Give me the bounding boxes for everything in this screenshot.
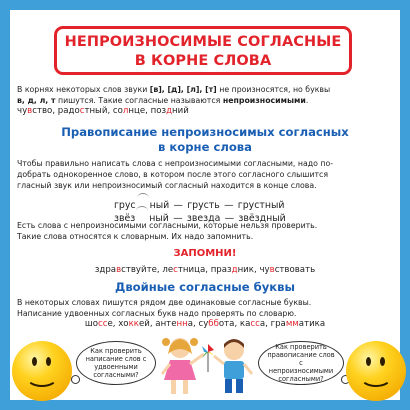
example-word: солнце: [112, 106, 146, 116]
bubble-tail-dot: [71, 375, 80, 384]
answer-word: грустный: [237, 200, 285, 211]
intro-text-d: .: [305, 96, 309, 105]
gap-arc-icon: [137, 193, 149, 203]
left-question-bubble: [76, 341, 156, 385]
double-word: суббота: [198, 319, 235, 329]
left-smiley-icon: [12, 341, 72, 401]
double-word: грамматика: [270, 319, 326, 329]
double-word: хоккей: [118, 319, 150, 329]
intro-paragraph: [17, 84, 387, 106]
double-line-2: Написание удвоенных согласных букв надо проверять по словарю.: [17, 309, 297, 318]
gap-arc-icon: [136, 206, 148, 216]
vocab-line-2: Такие слова относятся к словарным. Их надо запомнить.: [17, 232, 254, 241]
section-heading-spelling: [0, 125, 410, 155]
intro-text-c: пишутся. Такие согласные называются: [55, 96, 223, 105]
remember-word: чувствовать: [259, 265, 316, 275]
section1-heading-line2: в корне слова: [158, 140, 252, 154]
answer-word: звёздный: [238, 213, 286, 224]
title-line-2: В КОРНЕ СЛОВА: [134, 53, 272, 69]
remember-word: праздник: [210, 265, 254, 275]
remember-words: здравствуйте, лестница, праздник, чувствовать: [94, 265, 316, 275]
check-word: звезда: [186, 213, 221, 224]
example-gap-word: звёз ный: [114, 206, 169, 224]
vocabulary-paragraph: [17, 220, 392, 242]
double-word: антенна: [155, 319, 194, 329]
remember-word: здравствуйте: [94, 265, 157, 275]
remember-label: ЗАПОМНИ!: [173, 248, 237, 259]
dash: —: [224, 213, 235, 224]
section1-heading-line1: Правописание непроизносимых согласных: [61, 125, 349, 139]
rule-paragraph: [17, 158, 392, 191]
intro-text-a: В корнях некоторых слов звуки: [17, 85, 150, 94]
rule-line-1: Чтобы правильно написать слова с непроизносимыми согласными, надо по-: [17, 159, 334, 168]
intro-letters: в, д, л, т: [17, 96, 56, 105]
double-line-1: В некоторых словах пишутся рядом две одинаковые согласные буквы.: [17, 298, 312, 307]
remember-word: лестница: [162, 265, 206, 275]
intro-text-b: не произносятся, но буквы: [216, 85, 331, 94]
rule-line-3: гласный звук или непроизносимый согласный находится в конце слова.: [17, 181, 317, 190]
intro-sounds: [в], [д], [л], [т]: [149, 85, 217, 94]
intro-examples: чувство, радостный, солнце, поздний: [17, 106, 189, 116]
dash: —: [224, 200, 234, 211]
double-word: шоссе: [84, 319, 113, 329]
title-line-1: НЕПРОИЗНОСИМЫЕ СОГЛАСНЫЕ: [64, 34, 342, 50]
double-word: касса: [239, 319, 266, 329]
right-smiley-icon: [346, 341, 406, 401]
double-words: шоссе, хоккей, антенна, суббота, касса, грамматика: [84, 319, 326, 329]
dash: —: [173, 213, 183, 224]
intro-term: непроизносимыми: [222, 96, 306, 105]
vocab-line-1: Есть слова с непроизносимыми согласными, которые нельзя проверить.: [17, 221, 318, 230]
rule-line-2: добрать однокоренное слово, в котором после этого согласного слышится: [17, 170, 329, 179]
dash: —: [173, 200, 183, 211]
children-illustration: [152, 330, 262, 400]
right-question-bubble: [258, 341, 344, 385]
page-title: [54, 26, 352, 75]
double-paragraph: [17, 297, 392, 319]
example-word: чувство: [17, 106, 53, 116]
section-heading-double: Двойные согласные буквы: [115, 280, 295, 294]
example-word: поздний: [150, 106, 189, 116]
check-word: грусть: [187, 200, 220, 211]
example-word: радостный: [57, 106, 108, 116]
right-bubble-text: Как проверить правописание слов с непроизносимыми согласными?: [267, 343, 335, 383]
left-bubble-text: Как проверить написание слов с удвоенными согласными?: [85, 347, 147, 379]
example-gap-word: грус ный: [114, 193, 169, 211]
